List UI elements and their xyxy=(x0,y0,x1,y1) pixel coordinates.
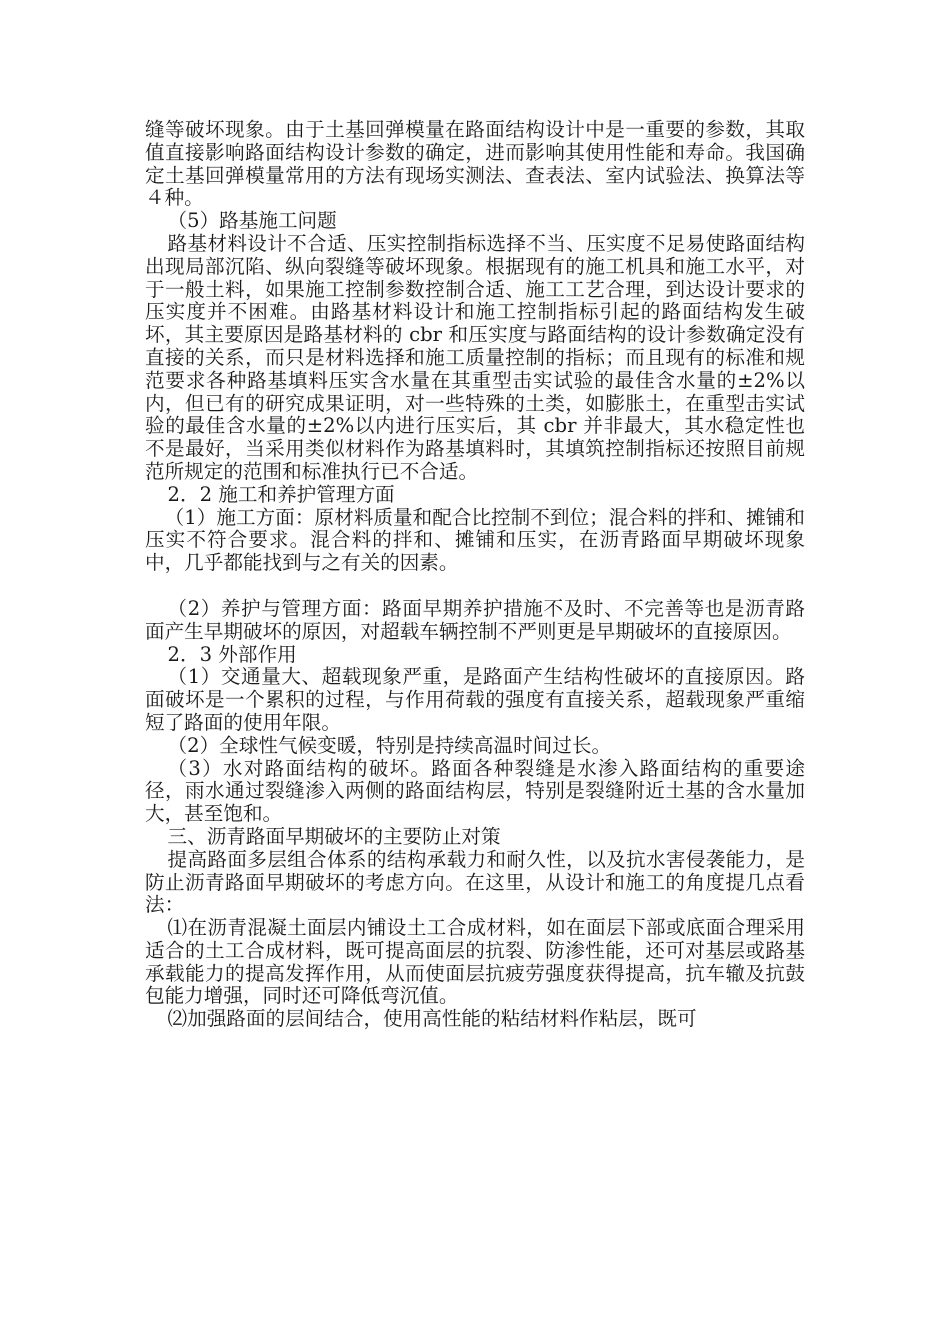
heading-roadbed-construction: （5）路基施工问题 xyxy=(167,209,337,233)
blank-line xyxy=(145,575,805,598)
paragraph-water-damage: （3）水对路面结构的破坏。路面各种裂缝是水渗入路面结构的重要途径，雨水通过裂缝渗入两侧的路面结构层，特别是裂缝附近土基的含水量加大，甚至饱和。 xyxy=(145,756,805,826)
paragraph-roadbed-modulus: 缝等破坏现象。由于土基回弹模量在路面结构设计中是一重要的参数，其取值直接影响路面结构设计参数的确定，进而影响其使用性能和寿命。我国确定土基回弹模量常用的方法有现场实测法、查表法、室内试验法、换算法等４种。 xyxy=(145,118,805,210)
paragraph-traffic-overload: （1）交通量大、超载现象严重，是路面产生结构性破坏的直接原因。路面破坏是一个累积的过程，与作用荷载的强度有直接关系，超载现象严重缩短了路面的使用年限。 xyxy=(145,665,805,734)
document-page xyxy=(145,119,805,1031)
heading-construction-maintenance: 2．2 施工和养护管理方面 xyxy=(167,482,395,506)
paragraph-climate-warming: （2）全球性气候变暖，特别是持续高温时间过长。 xyxy=(167,733,612,757)
paragraph-prevention-intro: 提高路面多层组合体系的结构承载力和耐久性，以及抗水害侵袭能力，是防止沥青路面早期破坏的考虑方向。在这里，从设计和施工的角度提几点看法： xyxy=(145,847,805,917)
paragraph-construction: （1）施工方面：原材料质量和配合比控制不到位；混合料的拌和、摊铺和压实不符合要求。混合料的拌和、摊铺和压实，在沥青路面早期破坏现象中，几乎都能找到与之有关的因素。 xyxy=(145,505,805,575)
heading-external-action: 2．3 外部作用 xyxy=(167,642,297,666)
paragraph-roadbed-materials: 路基材料设计不合适、压实控制指标选择不当、压实度不足易使路面结构出现局部沉陷、纵向裂缝等破坏现象。根据现有的施工机具和施工水平，对于一般土料，如果施工控制参数控制合适、施工工艺合理，到达设计要求的压实度并不困难。由路基材料设计和施工控制指标引起的路面结构发生破坏，其主要原因是路基材料的 cbr 和压实度与路面结构的设计参数确定没有直接的关系，而只是材料选择和施工质量控制的指标；而且现有的标准和规范要求各种路基填料压实含水量在其重型击实试验的最佳含水量的±2%以内，但已有的研究成果证明，对一些特殊的土类，如膨胀土，在重型击实试验的最佳含水量的±2%以内进行压实后，其 cbr 并非最大，其水稳定性也不是最好，当采用类似材料作为路基填料时，其填筑控制指标还按照目前规范所规定的范围和标准执行已不合适。 xyxy=(145,231,805,483)
paragraph-maintenance: （2）养护与管理方面：路面早期养护措施不及时、不完善等也是沥青路面产生早期破坏的原因，对超载车辆控制不严则更是早期破坏的直接原因。 xyxy=(145,596,805,643)
heading-prevention-measures: 三、沥青路面早期破坏的主要防止对策 xyxy=(167,824,501,848)
paragraph-geosynthetics: ⑴在沥青混凝土面层内铺设土工合成材料，如在面层下部或底面合理采用适合的土工合成材料，既可提高面层的抗裂、防渗性能，还可对基层或路基承载能力的提高发挥作用，从而使面层抗疲劳强度获得提高，抗车辙及抗鼓包能力增强，同时还可降低弯沉值。 xyxy=(145,916,805,1008)
paragraph-layer-bonding: ⑵加强路面的层间结合，使用高性能的粘结材料作粘层，既可 xyxy=(167,1007,697,1031)
